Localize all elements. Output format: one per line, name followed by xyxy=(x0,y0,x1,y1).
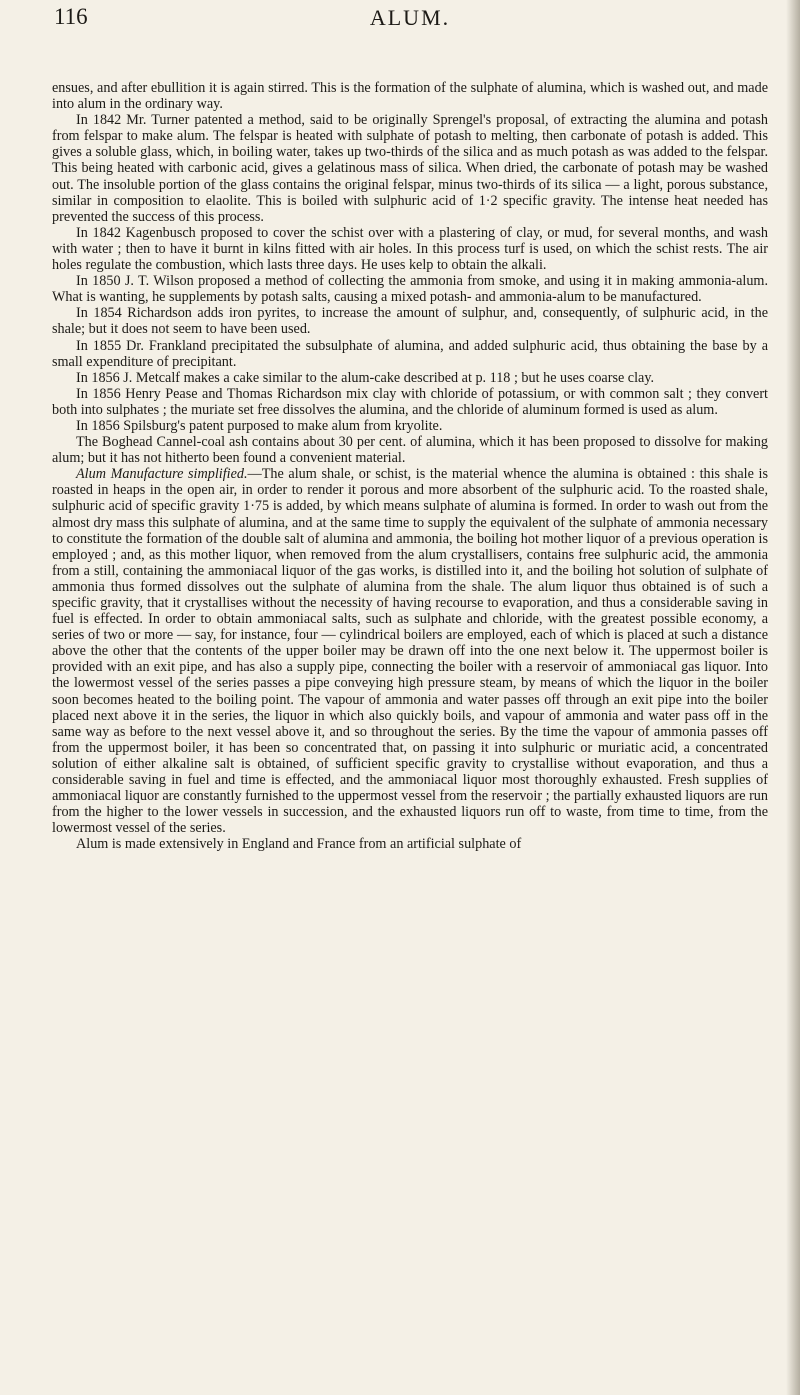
paragraph xyxy=(52,386,768,418)
paragraph-text: ensues, and after ebullition it is again stirred. This is the formation of the sulphate of alumina, which is washed out, and made into alum in the ordinary way. xyxy=(52,80,768,113)
paragraph-text: —The alum shale, or schist, is the material whence the alumina is obtained : this shale is roasted in heaps in the open air, in order to render it porous and more absorbent of the sulphuric acid. To the roasted shale, sulphuric acid of specific gravity 1·75 is added, by which means sulphate of alumina is formed. In order to wash out from the almost dry mass this sulphate of alumina, and at the same time to supply the equivalent of the sulphate of ammonia necessary to constitute the formation of the double salt of alumina and ammonia, the boiling hot mother liquor of a previous operation is employed ; and, as this mother liquor, when removed from the alum crystallisers, contains free sulphuric acid, the ammonia from a still, containing the ammoniacal liquor of the gas works, is distilled into it, and the boiling hot solution of sulphate of ammonia thus formed dissolves out the sulphate of alumina from the shale. The alum liquor thus obtained is of such a specific gravity, that it crystallises without the necessity of having recourse to evaporation, and thus a considerable saving in fuel is effected. In order to obtain ammoniacal salts, such as sulphate and chloride, with the greatest possible economy, a series of two or more — say, for instance, four — cylindrical boilers are employed, each of which is placed at such a distance above the other that the contents of the upper boiler may be drawn off into the one next below it. The uppermost boiler is provided with an exit pipe, and has also a supply pipe, connecting the boiler with a reservoir of ammoniacal gas liquor. Into the lowermost vessel of the series passes a pipe conveying high pressure steam, by means of which the liquor in the boiler soon becomes heated to the boiling point. The vapour of ammonia and water passes off through an exit pipe into the boiler placed next above it in the series, the liquor in which also quickly boils, and vapour of ammonia and water pass off in the same way as before to the next vessel above it, and so throughout the series. By the time the vapour of ammonia passes off from the uppermost boiler, it has been so concentrated that, on passing it into sulphuric or muriatic acid, a concentrated solution of either alkaline salt is obtained, of sufficient specific gravity to crystallise without evaporation, and thus a considerable saving in fuel and time is effected, and the ammoniacal liquor most thoroughly exhausted. Fresh supplies of ammoniacal liquor are constantly furnished to the uppermost vessel from the reservoir ; the partially exhausted liquors are run from the higher to the lower vessels in succession, and the exhausted liquors run off to waste, from time to time, from the lowermost vessel of the series. xyxy=(52,466,768,837)
paragraph xyxy=(52,370,768,386)
paragraph-text: In 1842 Mr. Turner patented a method, said to be originally Sprengel's proposal, of extracting the alumina and potash from felspar to make alum. The felspar is heated with sulphate of potash to melting, then carbonate of potash is added. This gives a soluble glass, which, in boiling water, takes up two-thirds of the silica and as much potash as was added to the felspar. This being heated with carbonic acid, gives a gelatinous mass of silica. When dried, the carbonate of potash may be washed out. The insoluble portion of the glass contains the original felspar, minus two-thirds of its silica — a light, porous substance, similar in composition to elaolite. This is boiled with sulphuric acid of 1·2 specific gravity. The intense heat needed has prevented the success of this process. xyxy=(52,112,768,225)
book-page xyxy=(52,0,768,1395)
paragraph xyxy=(52,466,768,836)
paragraph xyxy=(52,225,768,273)
paragraph xyxy=(52,338,768,370)
page-body xyxy=(52,80,768,853)
running-head: ALUM. xyxy=(369,5,451,30)
paragraph xyxy=(52,418,768,434)
paragraph xyxy=(52,112,768,225)
paragraph-text: In 1855 Dr. Frankland precipitated the subsulphate of alumina, and added sulphuric acid, thus obtaining the base by a small expenditure of precipitant. xyxy=(52,337,768,370)
paragraph xyxy=(52,273,768,305)
paragraph xyxy=(52,434,768,466)
paragraph xyxy=(52,836,768,852)
paragraph-text: In 1842 Kagenbusch proposed to cover the schist over with a plastering of clay, or mud, for several months, and wash with water ; then to have it burnt in kilns fitted with air holes. In this process turf is used, on which the schist rests. The air holes regulate the combustion, which lasts three days. He uses kelp to obtain the alkali. xyxy=(52,224,768,274)
page-header xyxy=(52,4,768,40)
paragraph xyxy=(52,305,768,337)
page-edge-shadow xyxy=(786,0,800,1395)
paragraph-text: The Boghead Cannel-coal ash contains about 30 per cent. of alumina, which it has been proposed to dissolve for making alum; but it has not hitherto been found a convenient material. xyxy=(52,434,768,467)
paragraph-text: In 1856 Spilsburg's patent purposed to make alum from kryolite. xyxy=(76,417,443,434)
paragraph-text: In 1856 J. Metcalf makes a cake similar to the alum-cake described at p. 118 ; but he uses coarse clay. xyxy=(76,369,655,386)
paragraph-text: In 1856 Henry Pease and Thomas Richardson mix clay with chloride of potassium, or with common salt ; they convert both into sulphates ; the muriate set free dissolves the alumina, and the chloride of aluminum formed is used as alum. xyxy=(52,385,768,418)
paragraph xyxy=(52,80,768,112)
paragraph-text: In 1850 J. T. Wilson proposed a method of collecting the ammonia from smoke, and using it in making ammonia-alum. What is wanting, he supplements by potash salts, causing a mixed potash- and ammonia-alum to be manufactured. xyxy=(52,273,768,306)
page-number: 116 xyxy=(54,4,88,29)
paragraph-text: In 1854 Richardson adds iron pyrites, to increase the amount of sulphur, and, consequently, of sulphuric acid, in the shale; but it does not seem to have been used. xyxy=(52,305,768,338)
section-title: Alum Manufacture simplified. xyxy=(76,466,248,483)
paragraph-text: Alum is made extensively in England and France from an artificial sulphate of xyxy=(76,836,522,853)
